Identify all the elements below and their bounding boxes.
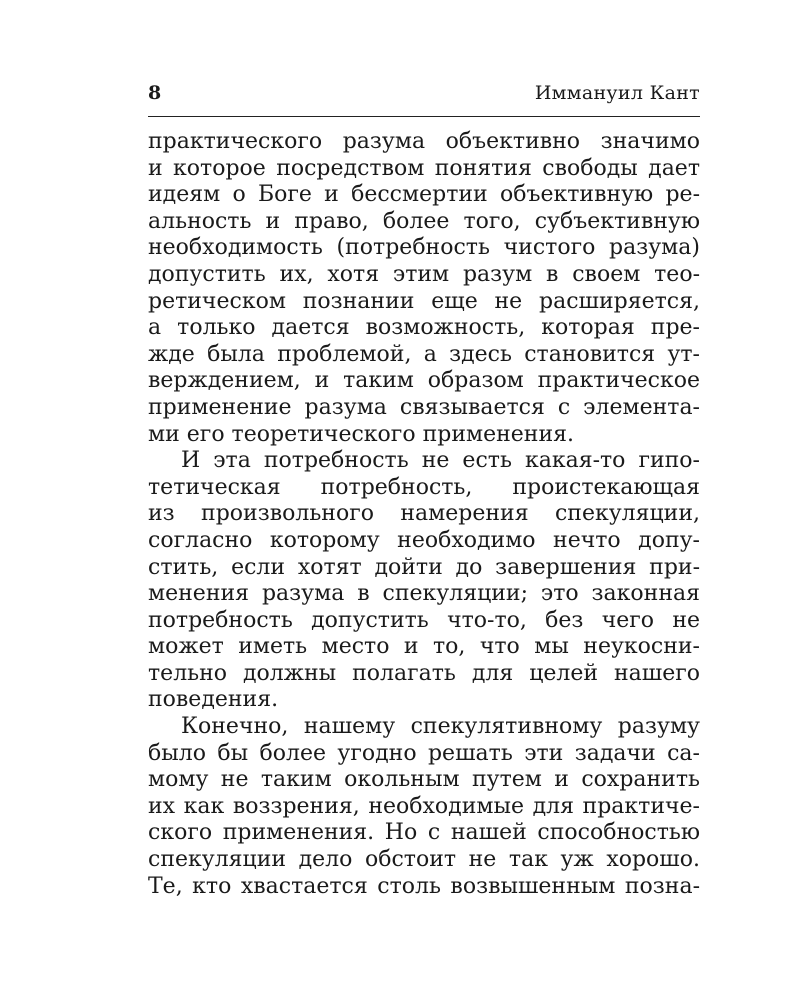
text-line: верждением, и таким образом практическое xyxy=(148,368,700,394)
paragraph xyxy=(148,714,700,900)
running-head xyxy=(148,82,700,117)
text-line: спекуляции дело обстоит не так уж хорошо. xyxy=(148,847,700,873)
text-line: и которое посредством понятия свободы дает xyxy=(148,155,700,181)
text-line: ретическом познании еще не расширяется, xyxy=(148,288,700,314)
body-text xyxy=(148,129,700,900)
text-line: менения разума в спекуляции; это законная xyxy=(148,581,700,607)
text-line: допустить их, хотя этим разум в своем тео- xyxy=(148,261,700,287)
text-line: а только дается возможность, которая пре- xyxy=(148,315,700,341)
text-line: может иметь место и то, что мы неукосни- xyxy=(148,634,700,660)
text-line: ми его теоретического применения. xyxy=(148,421,574,447)
text-line: ского применения. Но с нашей способностью xyxy=(148,820,700,846)
text-line: Те, кто хвастается столь возвышенным позна- xyxy=(148,873,700,899)
text-line: стить, если хотят дойти до завершения при- xyxy=(148,554,700,580)
book-page xyxy=(148,82,700,900)
text-line: жде была проблемой, а здесь становится ут- xyxy=(148,341,700,367)
text-line: применение разума связывается с элемента- xyxy=(148,394,700,420)
text-line: тетическая потребность, проистекающая xyxy=(148,474,700,500)
text-line: тельно должны полагать для целей нашего xyxy=(148,660,700,686)
text-line: согласно которому необходимо нечто допу- xyxy=(148,527,700,553)
text-line: альность и право, более того, субъективную xyxy=(148,208,700,234)
text-line: И эта потребность не есть какая-то гипо- xyxy=(181,448,700,474)
running-head-author: Иммануил Кант xyxy=(534,82,700,104)
text-line: потребность допустить что-то, без чего не xyxy=(148,607,700,633)
page-number: 8 xyxy=(148,82,162,104)
text-line: необходимость (потребность чистого разума) xyxy=(148,235,700,261)
text-line: Конечно, нашему спекулятивному разуму xyxy=(181,714,700,740)
paragraph xyxy=(148,448,700,714)
text-line: из произвольного намерения спекуляции, xyxy=(148,501,700,527)
text-line: было бы более угодно решать эти задачи са- xyxy=(148,740,700,766)
text-line: поведения. xyxy=(148,687,279,713)
text-line: идеям о Боге и бессмертии объективную ре- xyxy=(148,182,700,208)
text-line: их как воззрения, необходимые для практиче- xyxy=(148,793,700,819)
text-line: мому не таким окольным путем и сохранить xyxy=(148,767,700,793)
paragraph xyxy=(148,129,700,448)
text-line: практического разума объективно значимо xyxy=(148,129,700,154)
